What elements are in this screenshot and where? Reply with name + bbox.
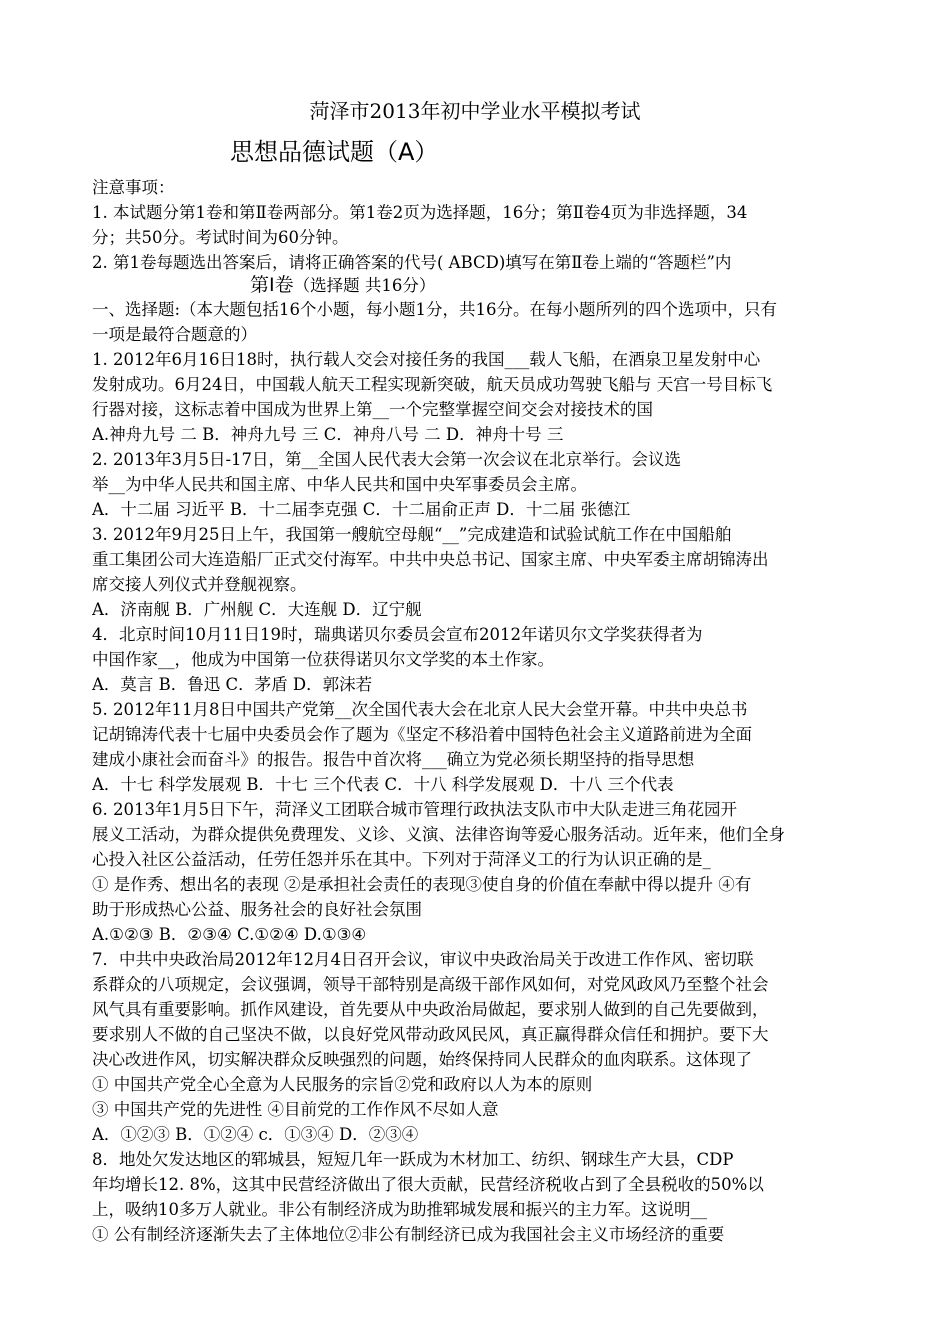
text-line: 展义工活动，为群众提供免费理发、义诊、义演、法律咨询等爱心服务活动。近年来，他们全身 xyxy=(92,825,785,844)
text-line: 中国作家__，他成为中国第一位获得诺贝尔文学奖的本土作家。 xyxy=(92,650,554,669)
text-line: A．十七 科学发展观 B．十七 三个代表 C．十八 科学发展观 D．十八 三个代表 xyxy=(92,775,674,794)
text-line: 2. 2013年3月5日-17日，第__全国人民代表大会第一次会议在北京举行。会议选 xyxy=(92,450,682,469)
text-line: 1. 2012年6月16日18时，执行载人交会对接任务的我国___载人飞船，在酒泉卫星发射中心 xyxy=(92,350,761,369)
text-line: 举__为中华人民共和国主席、中华人民共和国中央军事委员会主席。 xyxy=(92,475,587,494)
text-line: A.①②③ B．②③④ C.①②④ D.①③④ xyxy=(92,925,367,944)
text-line: 心投入社区公益活动，任劳任怨并乐在其中。下列对于菏泽义工的行为认识正确的是_ xyxy=(92,850,711,869)
notice-line: 分；共50分。考试时间为60分钟。 xyxy=(92,228,349,247)
text-line: 系群众的八项规定，会议强调，领导干部特别是高级干部作风如何，对党风政风乃至整个社会 xyxy=(92,975,769,994)
notice-line: 2. 第1卷每题选出答案后，请将正确答案的代号( ABCD)填写在第Ⅱ卷上端的“答题栏”内 xyxy=(92,253,732,272)
section-note: （选择题 共16分） xyxy=(293,276,436,295)
text-line: A．十二届 习近平 B．十二届李克强 C．十二届俞正声 D．十二届 张德江 xyxy=(92,500,631,519)
text-line: ① 中国共产党全心全意为人民服务的宗旨②党和政府以人为本的原则 xyxy=(92,1075,593,1094)
text-line: 一、选择题:（本大题包括16个小题，每小题1分，共16分。在每小题所列的四个选项中，只有 xyxy=(92,300,778,319)
text-line: ① 公有制经济逐渐失去了主体地位②非公有制经济已成为我国社会主义市场经济的重要 xyxy=(92,1225,725,1244)
text-line: 要求别人不做的自己坚决不做，以良好党风带动政风民风，真正赢得群众信任和拥护。要下大 xyxy=(92,1025,769,1044)
text-line: 行器对接，这标志着中国成为世界上第__一个完整掌握空间交会对接技术的国 xyxy=(92,400,653,419)
text-line: 5. 2012年11月8日中国共产党第__次全国代表大会在北京人民大会堂开幕。中共中央总书 xyxy=(92,700,748,719)
text-line: A．莫言 B．鲁迅 C．茅盾 D．郭沫若 xyxy=(92,675,373,694)
text-line: 建成小康社会而奋斗》的报告。报告中首次将___确立为党必须长期坚持的指导思想 xyxy=(92,750,695,769)
text-line: 决心改进作风，切实解决群众反映强烈的问题，始终保持同人民群众的血肉联系。这体现了 xyxy=(92,1050,752,1069)
text-line: 上，吸纳10多万人就业。非公有制经济成为助推郓城发展和振兴的主力军。这说明__ xyxy=(92,1200,707,1219)
text-line: 记胡锦涛代表十七届中央委员会作了题为《坚定不移沿着中国特色社会主义道路前进为全面 xyxy=(92,725,752,744)
text-line: 风气具有重要影响。抓作风建设，首先要从中央政治局做起，要求别人做到的自己先要做到， xyxy=(92,1000,769,1019)
exam-subtitle: 思想品德试题（A） xyxy=(230,138,439,166)
text-line: 发射成功。6月24日，中国载人航天工程实现新突破，航天员成功驾驶飞船与 天宫一号目标飞 xyxy=(92,375,773,394)
text-line: 6. 2013年1月5日下午，菏泽义工团联合城市管理行政执法支队市中大队走进三角花园开 xyxy=(92,800,737,819)
text-line: 重工集团公司大连造船厂正式交付海军。中共中央总书记、国家主席、中央军委主席胡锦涛出 xyxy=(92,550,769,569)
text-line: 年均增长12. 8%，这其中民营经济做出了很大贡献，民营经济税收占到了全县税收的50%以 xyxy=(92,1175,764,1194)
text-line: 8．地处欠发达地区的郓城县，短短几年一跃成为木材加工、纺织、钢球生产大县，CDP xyxy=(92,1150,734,1169)
text-line: 助于形成热心公益、服务社会的良好社会氛围 xyxy=(92,900,422,919)
text-line: A.神舟九号 二 B．神舟九号 三 C．神舟八号 二 D．神舟十号 三 xyxy=(92,425,564,444)
text-line: 席交接人列仪式并登舰视察。 xyxy=(92,575,307,594)
exam-title: 菏泽市2013年初中学业水平模拟考试 xyxy=(309,99,641,123)
text-line: A．济南舰 B．广州舰 C．大连舰 D．辽宁舰 xyxy=(92,600,422,619)
notice-line: 1. 本试题分第1卷和第Ⅱ卷两部分。第1卷2页为选择题，16分；第Ⅱ卷4页为非选择题，34 xyxy=(92,203,748,222)
section-name: 第Ⅰ卷 xyxy=(250,274,294,296)
text-line: ③ 中国共产党的先进性 ④目前党的工作作风不尽如人意 xyxy=(92,1100,499,1119)
section-title xyxy=(250,273,750,298)
text-line: 一项是最符合题意的） xyxy=(92,325,257,344)
text-line: A．①②③ B．①②④ c．①③④ D．②③④ xyxy=(92,1125,419,1144)
text-line: 3. 2012年9月25日上午，我国第一艘航空母舰“__”完成建造和试验试航工作在中国船舶 xyxy=(92,525,732,544)
text-line: 4．北京时间10月11日19时，瑞典诺贝尔委员会宣布2012年诺贝尔文学奖获得者为 xyxy=(92,625,703,644)
text-line: 7．中共中央政治局2012年12月4日召开会议，审议中央政治局关于改进工作作风、密切联 xyxy=(92,950,754,969)
notice-heading: 注意事项： xyxy=(92,178,175,197)
text-line: ① 是作秀、想出名的表现 ②是承担社会责任的表现③使自身的价值在奉献中得以提升 ④有 xyxy=(92,875,752,894)
